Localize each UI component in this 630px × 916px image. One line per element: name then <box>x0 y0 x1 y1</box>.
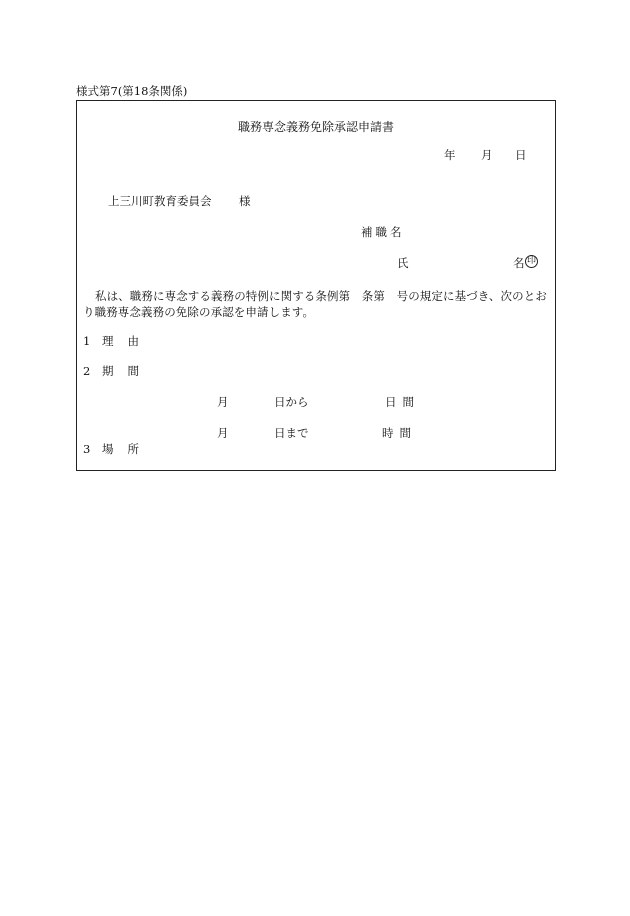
document-title: 職務専念義務免除承認申請書 <box>237 120 394 134</box>
item-period-number: 2 <box>83 364 91 378</box>
application-form-frame <box>76 100 556 471</box>
period-to-month: 月 <box>217 426 229 440</box>
date-year-label: 年 <box>444 148 456 162</box>
period-from-month: 月 <box>217 395 229 409</box>
recipient-name: 上三川町教育委員会 <box>108 194 212 208</box>
period-to-day: 日まで <box>274 426 309 440</box>
date-day-label: 日 <box>515 148 527 162</box>
item-place-label: 場所 <box>102 442 153 456</box>
period-from-day: 日から <box>274 395 309 409</box>
position-label: 補職名 <box>361 225 405 239</box>
item-period-label: 期間 <box>102 364 153 378</box>
seal-icon: 印 <box>526 256 536 266</box>
name-label-first: 氏 <box>397 256 409 270</box>
period-days-unit: 日間 <box>385 395 420 409</box>
item-reason-number: 1 <box>83 334 91 348</box>
date-month-label: 月 <box>481 148 493 162</box>
period-hours-unit: 時間 <box>382 426 417 440</box>
application-body-text: 私は、職務に専念する義務の特例に関する条例第 条第 号の規定に基づき、次のとおり職務専念義務の免除の承認を申請します。 <box>83 289 547 319</box>
item-reason-label: 理由 <box>102 334 153 348</box>
recipient-honorific: 様 <box>239 194 251 208</box>
form-label: 様式第7(第18条関係) <box>76 84 188 98</box>
name-label-second: 名 <box>513 256 525 270</box>
item-place-number: 3 <box>83 442 91 456</box>
